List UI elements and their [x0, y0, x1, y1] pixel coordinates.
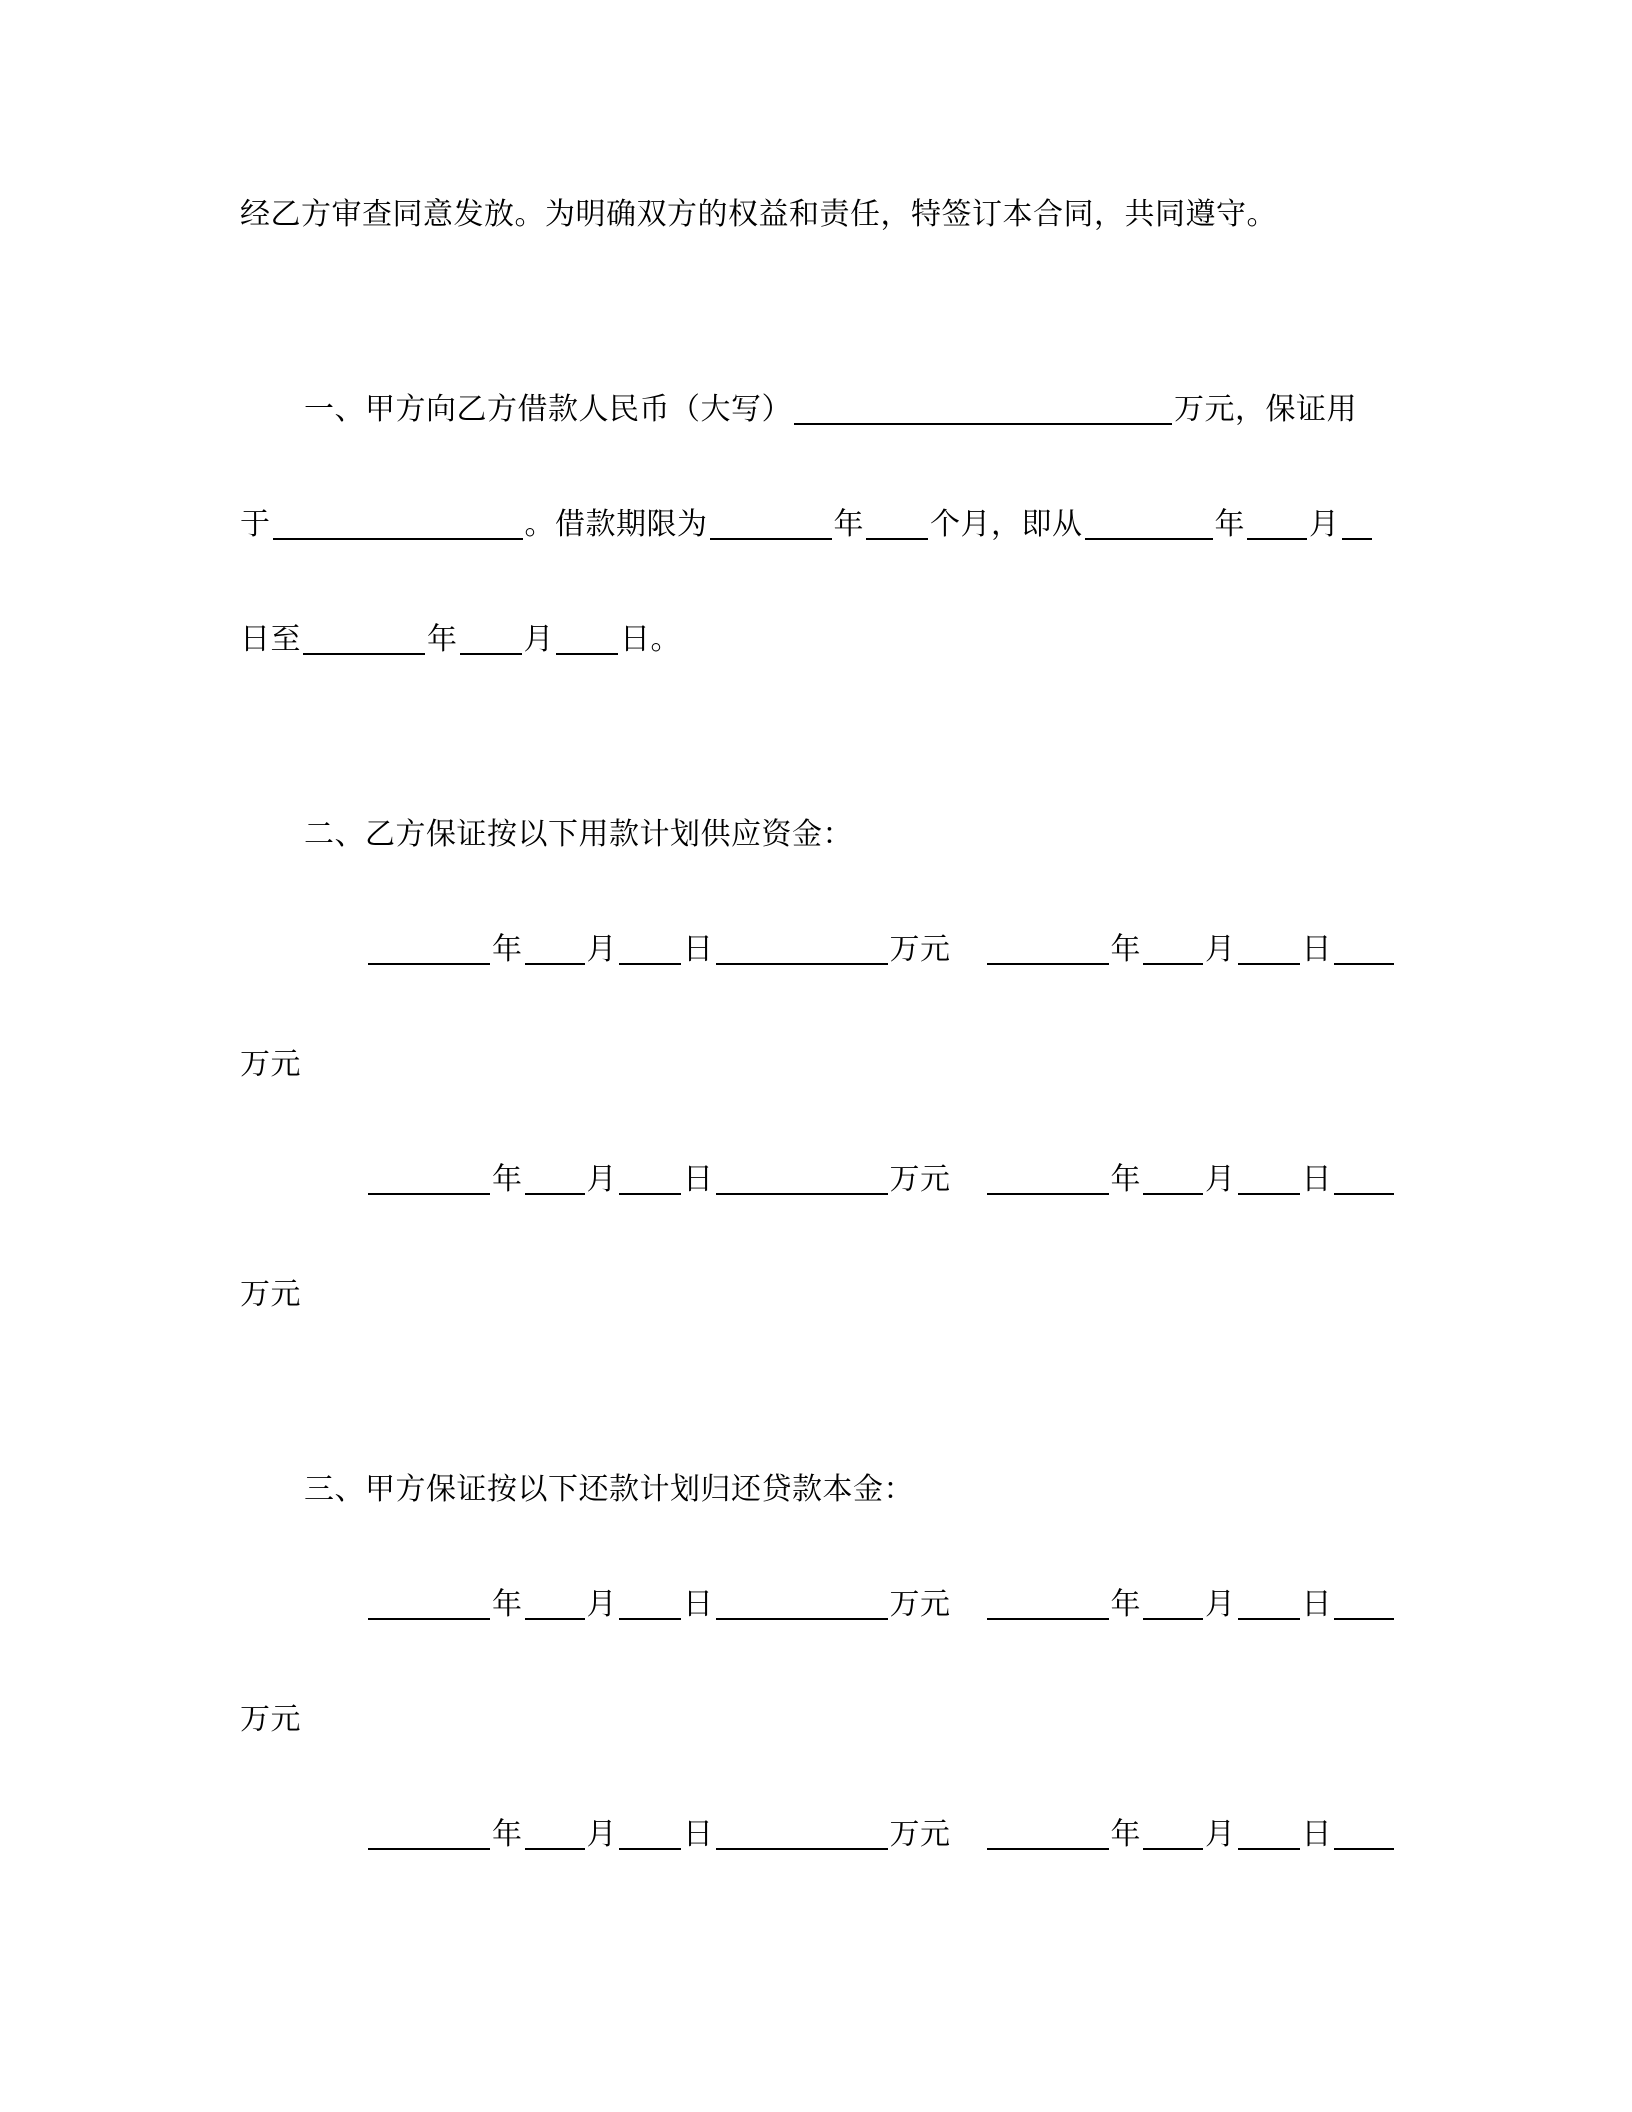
- schedule-yue: 月: [586, 1817, 617, 1852]
- schedule-wanyuan: 万元: [889, 1162, 951, 1197]
- intro-text: 经乙方审查同意发放。为明确双方的权益和责任，特签订本合同，共同遵守。: [240, 197, 1277, 232]
- end-month-blank[interactable]: [460, 621, 522, 655]
- schedule-nian: 年: [1110, 932, 1141, 967]
- clause1-yue: 月: [1309, 507, 1340, 542]
- schedule-amount-blank[interactable]: [716, 1161, 888, 1195]
- schedule-month-blank[interactable]: [525, 1586, 585, 1620]
- repay-schedule-wrap: [240, 1700, 301, 1740]
- schedule-nian: 年: [492, 932, 523, 967]
- schedule-yue: 月: [1205, 932, 1236, 967]
- clause1-yu: 于: [240, 507, 271, 542]
- clause1-ri-end: 日。: [620, 622, 681, 657]
- intro-line: [240, 195, 1277, 235]
- end-year-blank[interactable]: [303, 621, 425, 655]
- schedule-day-blank[interactable]: [1238, 931, 1300, 965]
- schedule-day-blank[interactable]: [1238, 1161, 1300, 1195]
- schedule-ri: 日: [683, 1162, 714, 1197]
- schedule-amount-blank[interactable]: [1334, 1586, 1394, 1620]
- start-month-blank[interactable]: [1247, 506, 1307, 540]
- schedule-day-blank[interactable]: [1238, 1816, 1300, 1850]
- schedule-ri: 日: [1301, 1587, 1332, 1622]
- term-months-blank[interactable]: [866, 506, 928, 540]
- repay-schedule-row: [366, 1585, 1396, 1625]
- schedule-amount-blank[interactable]: [1334, 1816, 1394, 1850]
- schedule-year-blank[interactable]: [987, 931, 1109, 965]
- schedule-wanyuan: 万元: [889, 932, 951, 967]
- schedule-year-blank[interactable]: [987, 1816, 1109, 1850]
- schedule-yue: 月: [586, 932, 617, 967]
- clause1-nian-3: 年: [427, 622, 458, 657]
- schedule-yue: 月: [1205, 1587, 1236, 1622]
- clause1-line2: [240, 505, 1374, 545]
- schedule-nian: 年: [492, 1162, 523, 1197]
- clause1-nian-2: 年: [1214, 507, 1245, 542]
- schedule-ri: 日: [683, 932, 714, 967]
- clause1-ri-zhi: 日至: [240, 622, 301, 657]
- supply-schedule-row: [366, 930, 1396, 970]
- schedule-month-blank[interactable]: [1143, 1586, 1203, 1620]
- term-years-blank[interactable]: [710, 506, 832, 540]
- schedule-day-blank[interactable]: [619, 1816, 681, 1850]
- schedule-month-blank[interactable]: [1143, 1816, 1203, 1850]
- start-year-blank[interactable]: [1085, 506, 1213, 540]
- schedule-yue: 月: [586, 1162, 617, 1197]
- supply-schedule-wrap: [240, 1275, 301, 1315]
- schedule-year-blank[interactable]: [987, 1161, 1109, 1195]
- clause1-nian: 年: [833, 507, 864, 542]
- schedule-year-blank[interactable]: [368, 1161, 490, 1195]
- schedule-nian: 年: [492, 1817, 523, 1852]
- start-day-blank[interactable]: [1342, 506, 1372, 540]
- schedule-amount-blank[interactable]: [1334, 931, 1394, 965]
- schedule-wanyuan: 万元: [889, 1817, 951, 1852]
- schedule-amount-blank[interactable]: [716, 1586, 888, 1620]
- schedule-yue: 月: [1205, 1162, 1236, 1197]
- schedule-ri: 日: [1301, 1162, 1332, 1197]
- schedule-day-blank[interactable]: [619, 1161, 681, 1195]
- schedule-amount-blank[interactable]: [1334, 1161, 1394, 1195]
- schedule-ri: 日: [1301, 932, 1332, 967]
- schedule-month-blank[interactable]: [525, 1816, 585, 1850]
- clause3-title-text: 三、甲方保证按以下还款计划归还贷款本金：: [304, 1472, 914, 1507]
- loan-purpose-blank[interactable]: [273, 506, 523, 540]
- schedule-amount-blank[interactable]: [716, 931, 888, 965]
- schedule-month-blank[interactable]: [525, 1161, 585, 1195]
- schedule-wanyuan: 万元: [240, 1047, 301, 1082]
- schedule-amount-blank[interactable]: [716, 1816, 888, 1850]
- schedule-year-blank[interactable]: [368, 1586, 490, 1620]
- schedule-month-blank[interactable]: [1143, 1161, 1203, 1195]
- schedule-nian: 年: [1110, 1587, 1141, 1622]
- repay-schedule-row: [366, 1815, 1396, 1855]
- schedule-day-blank[interactable]: [1238, 1586, 1300, 1620]
- schedule-nian: 年: [492, 1587, 523, 1622]
- schedule-ri: 日: [683, 1587, 714, 1622]
- schedule-month-blank[interactable]: [1143, 931, 1203, 965]
- schedule-ri: 日: [683, 1817, 714, 1852]
- schedule-ri: 日: [1301, 1817, 1332, 1852]
- schedule-wanyuan: 万元: [240, 1702, 301, 1737]
- clause1-line1: [304, 390, 1357, 430]
- end-day-blank[interactable]: [556, 621, 618, 655]
- clause1-prefix: 一、甲方向乙方借款人民币（大写）: [304, 392, 792, 427]
- clause2-title-text: 二、乙方保证按以下用款计划供应资金：: [304, 817, 853, 852]
- schedule-year-blank[interactable]: [368, 931, 490, 965]
- clause1-term-label: 。借款期限为: [524, 507, 708, 542]
- schedule-year-blank[interactable]: [987, 1586, 1109, 1620]
- schedule-year-blank[interactable]: [368, 1816, 490, 1850]
- clause1-line3: [240, 620, 681, 660]
- loan-amount-blank[interactable]: [794, 391, 1172, 425]
- schedule-wanyuan: 万元: [240, 1277, 301, 1312]
- supply-schedule-wrap: [240, 1045, 301, 1085]
- schedule-day-blank[interactable]: [619, 931, 681, 965]
- schedule-day-blank[interactable]: [619, 1586, 681, 1620]
- clause1-geyue: 个月，即从: [930, 507, 1083, 542]
- clause1-after-amount: 万元，保证用: [1174, 392, 1357, 427]
- schedule-yue: 月: [1205, 1817, 1236, 1852]
- schedule-nian: 年: [1110, 1162, 1141, 1197]
- schedule-month-blank[interactable]: [525, 931, 585, 965]
- schedule-yue: 月: [586, 1587, 617, 1622]
- clause2-title: [304, 815, 853, 855]
- supply-schedule-row: [366, 1160, 1396, 1200]
- schedule-nian: 年: [1110, 1817, 1141, 1852]
- schedule-wanyuan: 万元: [889, 1587, 951, 1622]
- clause1-yue-2: 月: [523, 622, 554, 657]
- clause3-title: [304, 1470, 914, 1510]
